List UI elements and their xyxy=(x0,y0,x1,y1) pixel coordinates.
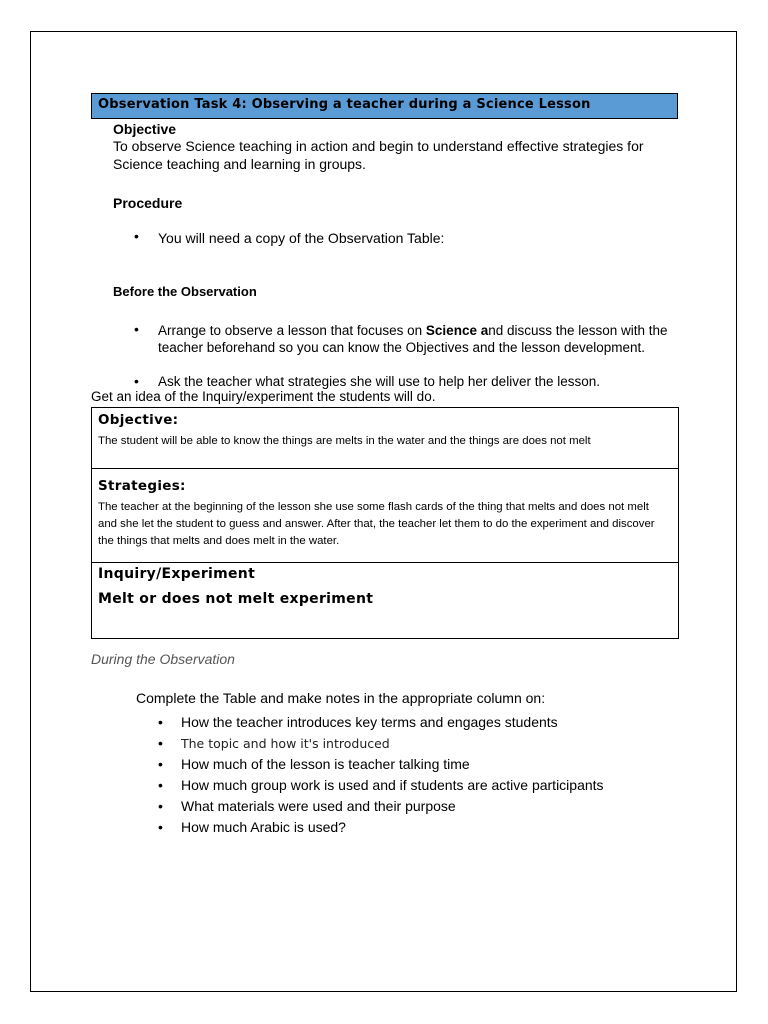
objective-heading: Objective xyxy=(113,121,177,137)
before-bullet-1-suffix: nd discuss the lesson with the teacher beforehand so you can know the Objectives and the lesson development. xyxy=(158,323,668,355)
table-strategies-heading: Strategies: xyxy=(98,478,186,494)
during-intro: Complete the Table and make notes in the appropriate column on: xyxy=(136,690,546,706)
inquiry-idea-line: Get an idea of the Inquiry/experiment the students will do. xyxy=(91,389,436,404)
task-title: Observation Task 4: Observing a teacher during a Science Lesson xyxy=(98,97,591,112)
bullet-icon: • xyxy=(158,777,163,793)
table-objective-heading: Objective: xyxy=(98,412,179,428)
bullet-icon: • xyxy=(158,714,163,730)
list-item-text: What materials were used and their purpose xyxy=(181,798,456,814)
table-inquiry-heading: Inquiry/Experiment xyxy=(98,566,256,582)
list-item-text: How much group work is used and if students are active participants xyxy=(181,777,604,793)
task-title-banner xyxy=(91,93,678,119)
table-objective-text: The student will be able to know the things are melts in the water and the things are does not melt xyxy=(98,435,591,447)
during-observation-heading: During the Observation xyxy=(91,651,235,667)
list-item-text: How much of the lesson is teacher talking time xyxy=(181,756,470,772)
objective-text: To observe Science teaching in action and begin to understand effective strategies for Science teaching and learning in groups. xyxy=(113,138,644,172)
before-bullet-1-bold: Science a xyxy=(425,323,489,338)
list-item-text: How the teacher introduces key terms and engages students xyxy=(181,714,558,730)
observation-summary-table xyxy=(91,407,679,639)
table-inquiry-text: Melt or does not melt experiment xyxy=(98,591,374,607)
table-row-inquiry xyxy=(92,563,678,638)
before-bullet-2: Ask the teacher what strategies she will use to help her deliver the lesson. xyxy=(158,374,600,389)
bullet-icon: • xyxy=(134,373,139,389)
bullet-icon: • xyxy=(134,321,139,337)
bullet-icon: • xyxy=(158,798,163,814)
before-bullet-1-prefix: Arrange to observe a lesson that focuses on xyxy=(158,323,426,338)
before-observation-heading: Before the Observation xyxy=(113,284,257,299)
table-row-objective xyxy=(92,408,678,469)
bullet-icon: • xyxy=(134,228,139,244)
list-item-text: The topic and how it's introduced xyxy=(181,736,390,751)
procedure-bullet: You will need a copy of the Observation Table: xyxy=(158,230,445,246)
before-bullet-1 xyxy=(158,322,668,356)
list-item-text: How much Arabic is used? xyxy=(181,819,346,835)
table-row-strategies xyxy=(92,469,678,563)
table-strategies-text: The teacher at the beginning of the lesson she use some flash cards of the thing that melts and does not melt and she let the student to guess and answer. After that, the teacher let them to do the experiment and discover the things that melts and does melt in the water. xyxy=(98,501,655,547)
procedure-heading: Procedure xyxy=(113,195,183,211)
bullet-icon: • xyxy=(158,819,163,835)
bullet-icon: • xyxy=(158,756,163,772)
bullet-icon: • xyxy=(158,735,163,751)
